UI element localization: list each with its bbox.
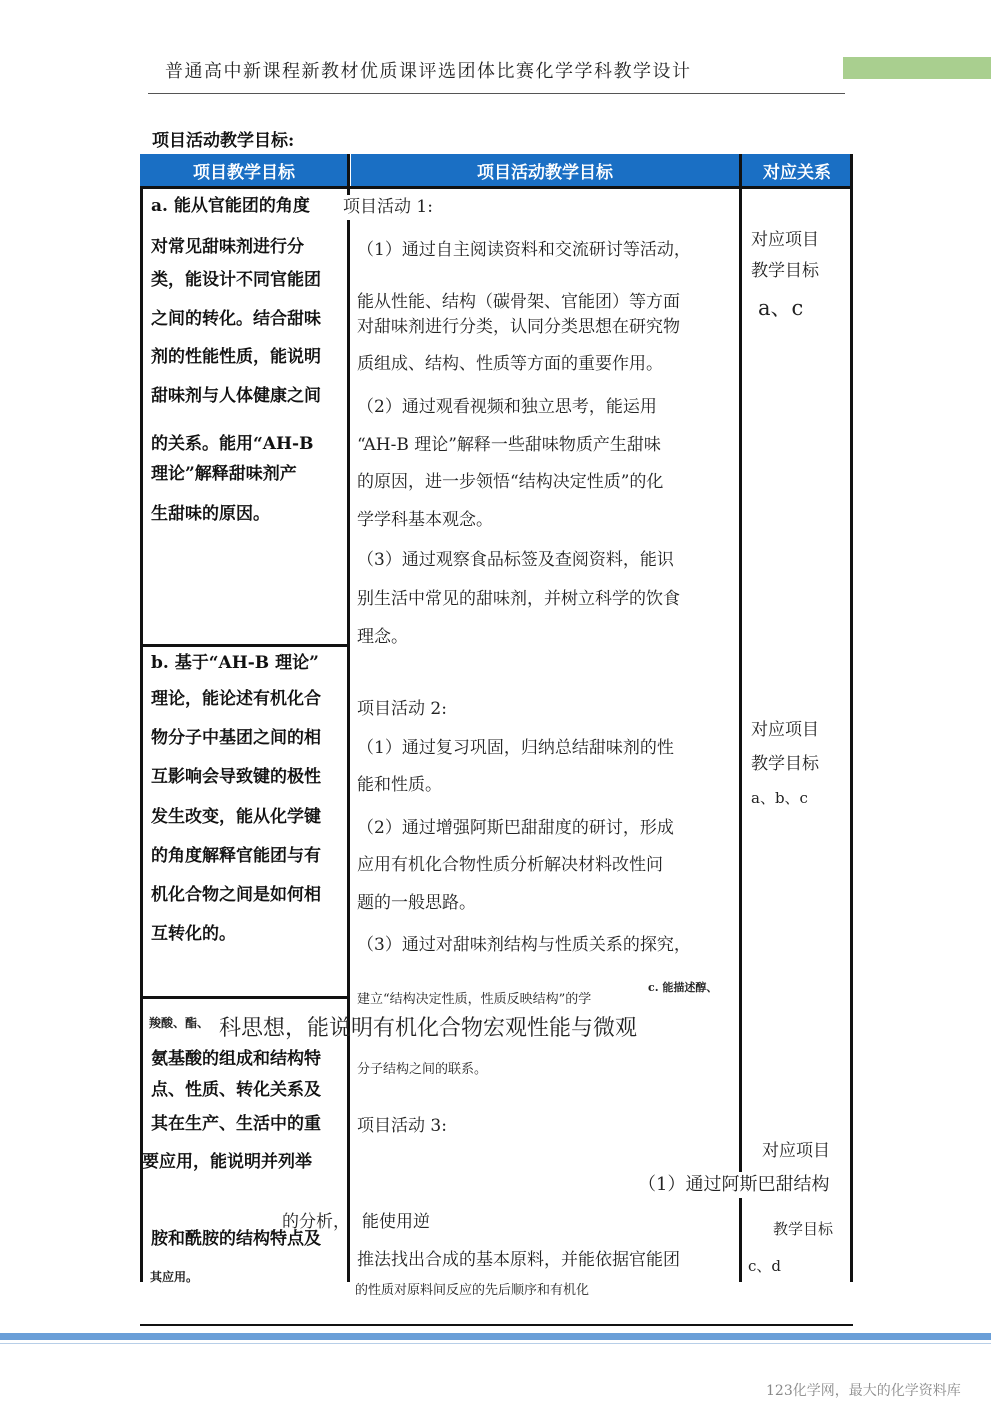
mapping-2-label: 教学目标 xyxy=(751,754,819,774)
mapping-1-value: a、c xyxy=(758,296,804,320)
table-header-bottom xyxy=(140,186,853,189)
activity-2-title: 项目活动 2: xyxy=(357,699,447,719)
table-border-right xyxy=(850,154,853,1282)
goal-c-fragment: 羧酸、酯、 xyxy=(149,1016,210,1030)
goal-a-line: 的关系。能用“AH-B xyxy=(151,434,314,454)
goal-b-line: 互转化的。 xyxy=(151,924,236,944)
goal-c-line: 其在生产、生活中的重 xyxy=(151,1114,321,1134)
goal-b-line: 的角度解释官能团与有 xyxy=(151,846,321,866)
activity-1-line: 质组成、结构、性质等方面的重要作用。 xyxy=(357,354,663,374)
footer-watermark-text: 123化学网，最大的化学资料库 xyxy=(766,1383,961,1399)
goal-a-line: 理论”解释甜味剂产 xyxy=(151,464,297,484)
activity-1-line: （2）通过观看视频和独立思考，能运用 xyxy=(357,397,657,417)
activity-2-line: 分子结构之间的联系。 xyxy=(357,1062,488,1077)
goal-c-line: 胺和酰胺的结构特点及 xyxy=(151,1229,321,1249)
goal-c-overflow-fragment: c. 能描述醇、 xyxy=(648,981,718,994)
activity-1-line: 别生活中常见的甜味剂，并树立科学的饮食 xyxy=(357,589,680,609)
activity-2-line: 应用有机化合物性质分析解决材料改性问 xyxy=(357,855,663,875)
goal-a-line: 类，能设计不同官能团 xyxy=(151,270,321,290)
goal-c-overflow-text: 的分析， xyxy=(282,1212,350,1232)
activity-1-line: 能从性能、结构（碳骨架、官能团）等方面 xyxy=(357,292,680,312)
activity-1-line: （1）通过自主阅读资料和交流研讨等活动， xyxy=(357,240,691,260)
col-header-project-goals: 项目教学目标 xyxy=(140,154,348,187)
goal-a-line: 生甜味的原因。 xyxy=(151,504,270,524)
activity-3-line: 的性质对原料间反应的先后顺序和有机化 xyxy=(355,1283,590,1298)
activity-2-line: 建立“结构决定性质，性质反映结构”的学 xyxy=(357,992,592,1007)
goal-b-line: 机化合物之间是如何相 xyxy=(151,885,321,905)
row-divider-2 xyxy=(140,996,350,999)
goal-c-line: 氨基酸的组成和结构特 xyxy=(151,1049,321,1069)
footer-accent-bar xyxy=(0,1333,991,1340)
activity-2-line: （2）通过增强阿斯巴甜甜度的研讨，形成 xyxy=(357,818,674,838)
activity-1-line: 的原因，进一步领悟“结构决定性质”的化 xyxy=(357,472,664,492)
goal-a-line: a. 能从官能团的角度 xyxy=(151,196,310,216)
mapping-2-label: 对应项目 xyxy=(751,720,819,740)
activity-1-line: “AH-B 理论”解释一些甜味物质产生甜味 xyxy=(357,435,661,455)
mapping-1-label: 对应项目 xyxy=(751,230,819,250)
mapping-3-value: c、d xyxy=(748,1257,782,1275)
goal-b-line: 理论，能论述有机化合 xyxy=(151,689,321,709)
activity-1-line: 理念。 xyxy=(357,627,408,647)
row-divider-1 xyxy=(140,644,350,647)
table-border-col1 xyxy=(347,154,350,1282)
goal-b-line: 物分子中基团之间的相 xyxy=(151,728,321,748)
activity-2-line: 题的一般思路。 xyxy=(357,893,476,913)
table-bottom-border xyxy=(140,1324,853,1326)
footer-divider xyxy=(0,1343,991,1344)
goal-b-line: 发生改变，能从化学键 xyxy=(151,807,321,827)
header-accent-bar xyxy=(843,57,991,79)
table-border-col2 xyxy=(739,154,742,1282)
section-title: 项目活动教学目标: xyxy=(152,131,295,151)
mapping-1-label: 教学目标 xyxy=(751,261,819,281)
col-header-correspondence: 对应关系 xyxy=(742,154,852,187)
activity-1-line: （3）通过观察食品标签及查阅资料，能识 xyxy=(357,550,674,570)
activity-3-title: 项目活动 3: xyxy=(357,1116,447,1136)
activity-2-overflow-line: 科思想，能说明有机化合物宏观性能与微观 xyxy=(219,1015,638,1040)
activity-1-line: 对甜味剂进行分类，认同分类思想在研究物 xyxy=(357,317,680,337)
mapping-2-value: a、b、c xyxy=(751,789,808,807)
goal-a-line: 之间的转化。结合甜味 xyxy=(151,309,321,329)
document-header-title: 普通高中新课程新教材优质课评选团体比赛化学学科教学设计 xyxy=(165,61,692,82)
activity-2-line: （1）通过复习巩固，归纳总结甜味剂的性 xyxy=(357,738,674,758)
mapping-3-label: 对应项目 xyxy=(762,1141,830,1161)
table-border-left xyxy=(140,187,143,1282)
goal-b-line: 互影响会导致键的极性 xyxy=(151,767,321,787)
activity-3-line: （1）通过阿斯巴甜结构 xyxy=(638,1172,829,1198)
mapping-3-label: 教学目标 xyxy=(773,1220,834,1238)
goal-c-fragment: 其应用。 xyxy=(150,1270,199,1284)
header-divider xyxy=(148,93,845,94)
activity-3-line: 推法找出合成的基本原料，并能依据官能团 xyxy=(357,1250,680,1270)
activity-2-line: 能和性质。 xyxy=(357,775,442,795)
goal-a-line: 甜味剂与人体健康之间 xyxy=(151,386,321,406)
activity-1-line: 学学科基本观念。 xyxy=(357,510,493,530)
goal-c-line: 点、性质、转化关系及 xyxy=(151,1080,321,1100)
col-header-activity-goals: 项目活动教学目标 xyxy=(351,154,739,187)
activity-3-line: 能使用逆 xyxy=(362,1212,430,1232)
goal-b-line: b. 基于“AH-B 理论” xyxy=(151,653,319,673)
activity-2-line: （3）通过对甜味剂结构与性质关系的探究， xyxy=(357,935,691,955)
goal-a-line: 剂的性能性质，能说明 xyxy=(151,347,321,367)
goal-a-line: 对常见甜味剂进行分 xyxy=(151,237,304,257)
activity-1-title: 项目活动 1: xyxy=(343,195,437,220)
goal-c-line: 要应用，能说明并列举 xyxy=(142,1152,312,1172)
